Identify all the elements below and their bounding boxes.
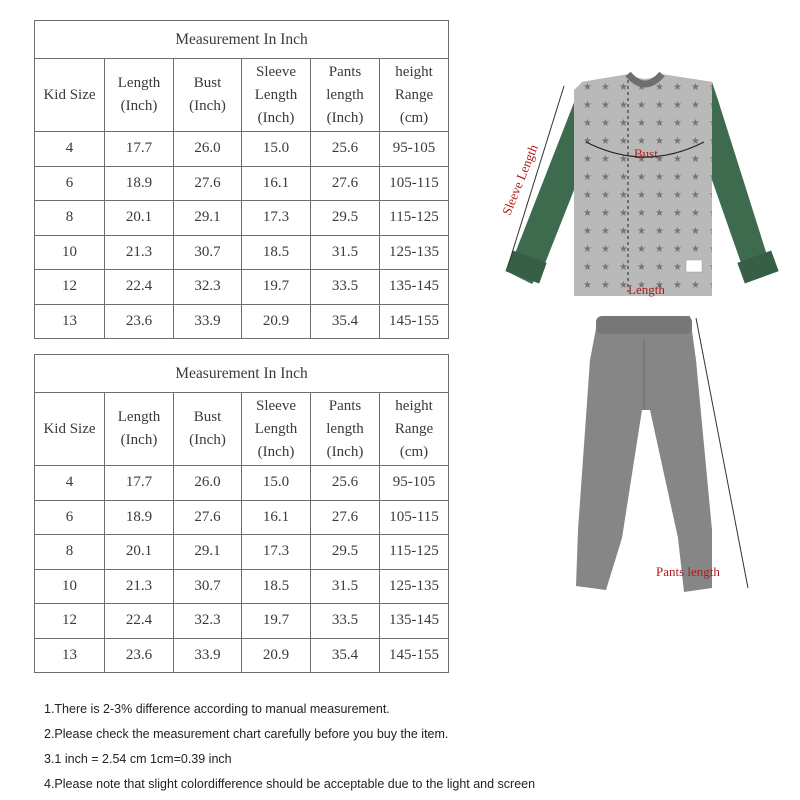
- cell: 4: [35, 466, 105, 501]
- cell: 115-125: [380, 201, 449, 236]
- cell: 29.1: [174, 535, 242, 570]
- cell: 27.6: [174, 166, 242, 201]
- cell: 105-115: [380, 166, 449, 201]
- cell: 12: [35, 270, 105, 305]
- cell: 23.6: [105, 638, 174, 673]
- note-3: 3.1 inch = 2.54 cm 1cm=0.39 inch: [44, 752, 232, 766]
- bust-label: Bust: [634, 146, 658, 161]
- size-table-1: [34, 20, 449, 339]
- cell: 125-135: [380, 235, 449, 270]
- cell: 33.9: [174, 638, 242, 673]
- length-label: Length: [628, 282, 665, 297]
- notes: [44, 697, 535, 797]
- cell: 27.6: [174, 500, 242, 535]
- cell: 18.5: [242, 569, 311, 604]
- cell: 29.5: [311, 201, 380, 236]
- cell: 29.5: [311, 535, 380, 570]
- cell: 95-105: [380, 132, 449, 167]
- cell: 15.0: [242, 132, 311, 167]
- cell: 17.7: [105, 132, 174, 167]
- header-kid-size: Kid Size: [35, 393, 105, 466]
- header-sleeve-length: Sleeve Length (Inch): [242, 393, 311, 466]
- cell: 4: [35, 132, 105, 167]
- cell: 125-135: [380, 569, 449, 604]
- header-pants-length: Pants length (Inch): [311, 393, 380, 466]
- cell: 16.1: [242, 166, 311, 201]
- table-title: Measurement In Inch: [35, 21, 449, 59]
- cell: 21.3: [105, 569, 174, 604]
- size-table-2: [34, 354, 449, 673]
- table-row: [35, 500, 449, 535]
- table-row: [35, 535, 449, 570]
- cell: 25.6: [311, 132, 380, 167]
- cell: 10: [35, 235, 105, 270]
- cell: 30.7: [174, 569, 242, 604]
- cell: 135-145: [380, 270, 449, 305]
- cell: 16.1: [242, 500, 311, 535]
- garment-illustration: [490, 60, 790, 600]
- cell: 18.9: [105, 166, 174, 201]
- cell: 20.9: [242, 304, 311, 339]
- cell: 95-105: [380, 466, 449, 501]
- cell: 17.3: [242, 201, 311, 236]
- table-row: [35, 132, 449, 167]
- cell: 22.4: [105, 604, 174, 639]
- table-row: [35, 201, 449, 236]
- note-1: 1.There is 2-3% difference according to manual measurement.: [44, 702, 390, 716]
- table-row: [35, 604, 449, 639]
- cell: 30.7: [174, 235, 242, 270]
- cell: 22.4: [105, 270, 174, 305]
- cell: 17.7: [105, 466, 174, 501]
- cell: 35.4: [311, 304, 380, 339]
- cell: 26.0: [174, 466, 242, 501]
- table-row: [35, 638, 449, 673]
- header-height-range: height Range (cm): [380, 393, 449, 466]
- cell: 20.1: [105, 535, 174, 570]
- cell: 12: [35, 604, 105, 639]
- cell: 32.3: [174, 604, 242, 639]
- cell: 6: [35, 500, 105, 535]
- header-length: Length (Inch): [105, 59, 174, 132]
- pants-image: [576, 316, 712, 592]
- header-sleeve-length: Sleeve Length (Inch): [242, 59, 311, 132]
- cell: 33.9: [174, 304, 242, 339]
- cell: 20.9: [242, 638, 311, 673]
- header-height-range: height Range (cm): [380, 59, 449, 132]
- cell: 33.5: [311, 604, 380, 639]
- header-bust: Bust (Inch): [174, 393, 242, 466]
- header-kid-size: Kid Size: [35, 59, 105, 132]
- cell: 13: [35, 638, 105, 673]
- cell: 35.4: [311, 638, 380, 673]
- cell: 10: [35, 569, 105, 604]
- header-length: Length (Inch): [105, 393, 174, 466]
- cell: 31.5: [311, 235, 380, 270]
- cell: 19.7: [242, 604, 311, 639]
- cell: 27.6: [311, 166, 380, 201]
- cell: 33.5: [311, 270, 380, 305]
- table-row: [35, 270, 449, 305]
- table-row: [35, 466, 449, 501]
- cell: 6: [35, 166, 105, 201]
- note-2: 2.Please check the measurement chart carefully before you buy the item.: [44, 727, 449, 741]
- table-row: [35, 166, 449, 201]
- cell: 19.7: [242, 270, 311, 305]
- cell: 29.1: [174, 201, 242, 236]
- cell: 13: [35, 304, 105, 339]
- cell: 32.3: [174, 270, 242, 305]
- cell: 145-155: [380, 304, 449, 339]
- table-title: Measurement In Inch: [35, 355, 449, 393]
- cell: 27.6: [311, 500, 380, 535]
- cell: 31.5: [311, 569, 380, 604]
- table-row: [35, 304, 449, 339]
- table-row: [35, 569, 449, 604]
- cell: 23.6: [105, 304, 174, 339]
- cell: 8: [35, 535, 105, 570]
- header-pants-length: Pants length (Inch): [311, 59, 380, 132]
- cell: 115-125: [380, 535, 449, 570]
- table-row: [35, 235, 449, 270]
- cell: 8: [35, 201, 105, 236]
- cell: 21.3: [105, 235, 174, 270]
- cell: 20.1: [105, 201, 174, 236]
- shirt-image: [505, 74, 778, 296]
- cell: 25.6: [311, 466, 380, 501]
- cell: 145-155: [380, 638, 449, 673]
- cell: 17.3: [242, 535, 311, 570]
- pants-length-label: Pants length: [656, 564, 720, 579]
- sleeve-length-label: Sleeve Length: [498, 142, 541, 218]
- cell: 15.0: [242, 466, 311, 501]
- cell: 26.0: [174, 132, 242, 167]
- note-4: 4.Please note that slight colordifference should be acceptable due to the light and screen: [44, 777, 536, 791]
- header-bust: Bust (Inch): [174, 59, 242, 132]
- cell: 18.5: [242, 235, 311, 270]
- cell: 135-145: [380, 604, 449, 639]
- cell: 105-115: [380, 500, 449, 535]
- cell: 18.9: [105, 500, 174, 535]
